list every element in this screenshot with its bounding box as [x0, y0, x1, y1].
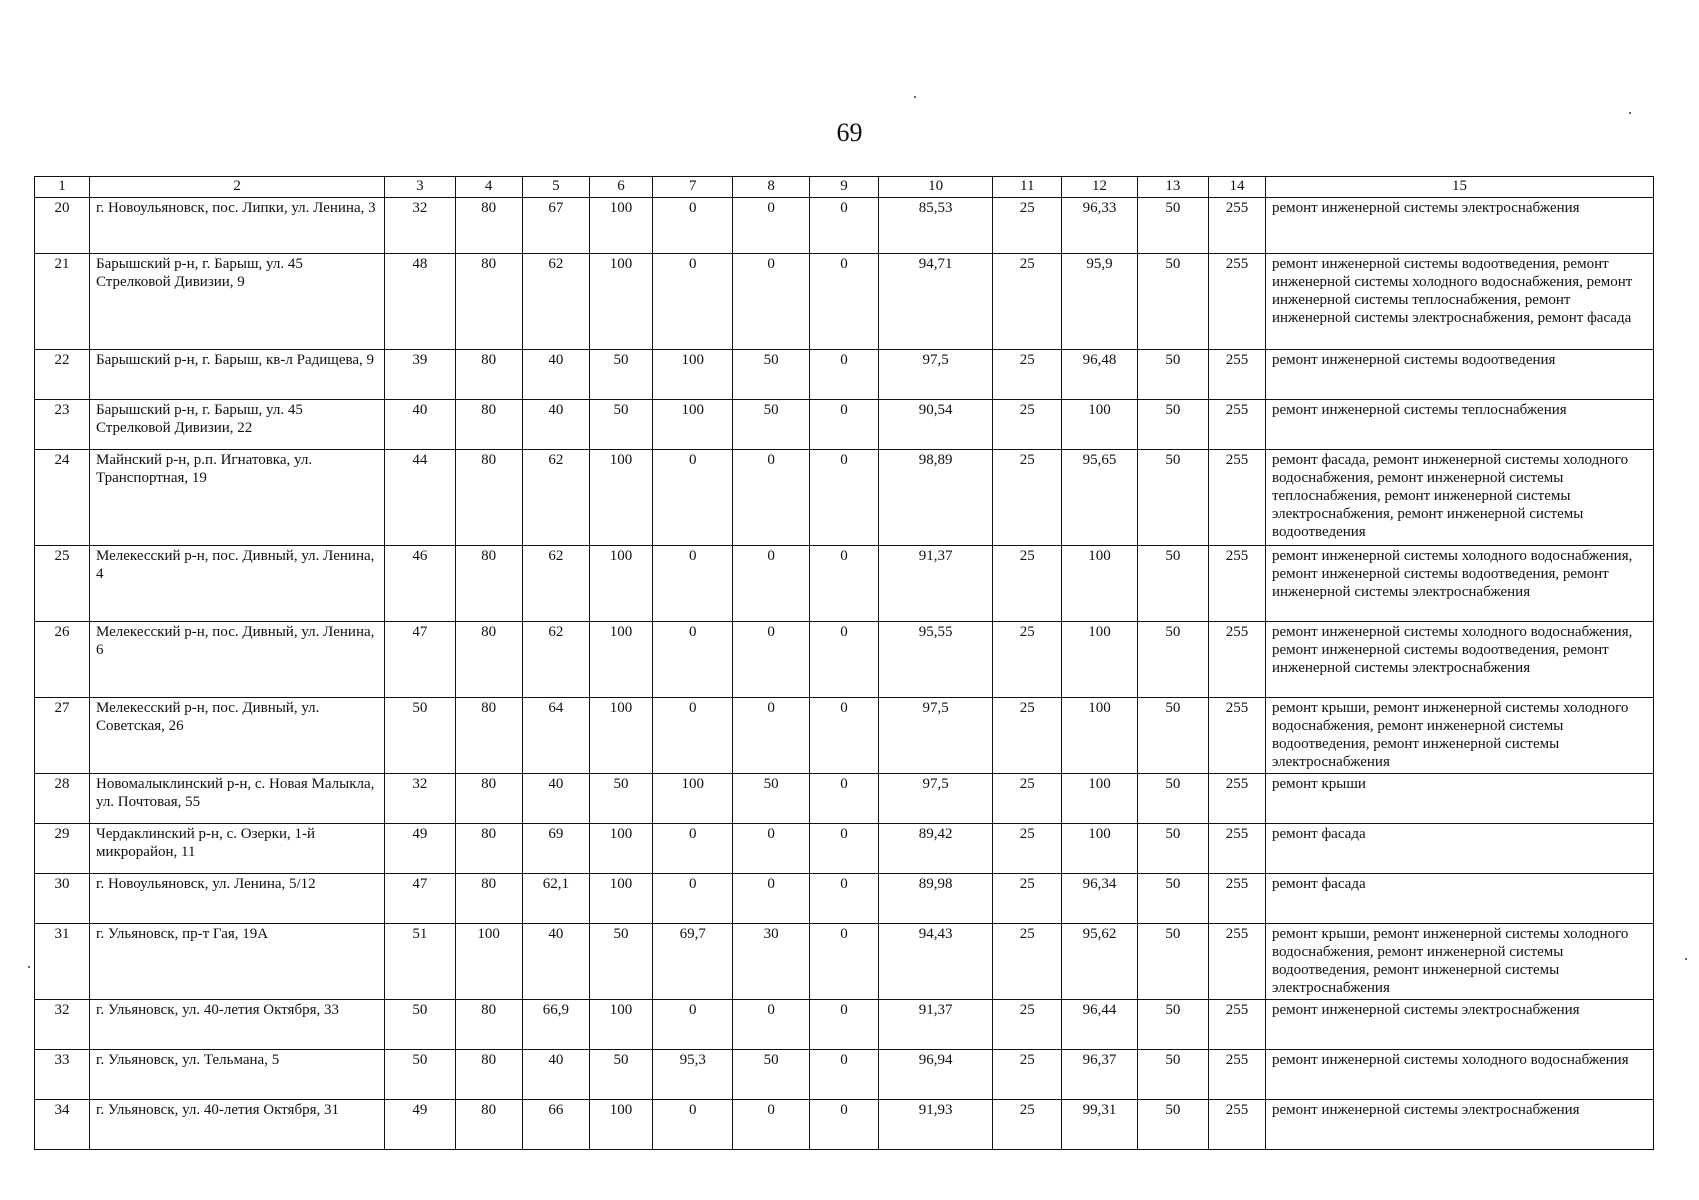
- value-cell-13: 50: [1137, 698, 1208, 774]
- value-cell-12: 96,44: [1062, 1000, 1137, 1050]
- table-row: [35, 622, 1654, 698]
- value-cell-12: 99,31: [1062, 1100, 1137, 1150]
- value-cell-11: 25: [993, 546, 1062, 622]
- value-cell-12: 95,65: [1062, 450, 1137, 546]
- value-cell-5: 69: [522, 824, 589, 874]
- table-row: [35, 874, 1654, 924]
- value-cell-14: 255: [1208, 450, 1265, 546]
- value-cell-3: 50: [385, 1000, 455, 1050]
- value-cell-14: 255: [1208, 1100, 1265, 1150]
- value-cell-7: 100: [653, 774, 733, 824]
- value-cell-7: 95,3: [653, 1050, 733, 1100]
- value-cell-3: 48: [385, 254, 455, 350]
- value-cell-7: 100: [653, 400, 733, 450]
- value-cell-9: 0: [809, 400, 878, 450]
- value-cell-7: 0: [653, 546, 733, 622]
- value-cell-3: 44: [385, 450, 455, 546]
- value-cell-10: 91,93: [879, 1100, 993, 1150]
- value-cell-12: 95,9: [1062, 254, 1137, 350]
- value-cell-6: 50: [589, 400, 652, 450]
- value-cell-4: 80: [455, 546, 522, 622]
- column-header-8: 8: [733, 177, 809, 198]
- value-cell-5: 67: [522, 198, 589, 254]
- value-cell-13: 50: [1137, 450, 1208, 546]
- address-cell: Мелекесский р-н, пос. Дивный, ул. Ленина, 6: [89, 622, 384, 698]
- value-cell-8: 0: [733, 254, 809, 350]
- value-cell-12: 96,33: [1062, 198, 1137, 254]
- works-cell: ремонт инженерной системы электроснабжения: [1265, 198, 1653, 254]
- value-cell-13: 50: [1137, 874, 1208, 924]
- address-cell: Новомалыклинский р-н, с. Новая Малыкла, ул. Почтовая, 55: [89, 774, 384, 824]
- value-cell-5: 62: [522, 546, 589, 622]
- column-header-14: 14: [1208, 177, 1265, 198]
- value-cell-5: 66: [522, 1100, 589, 1150]
- value-cell-12: 100: [1062, 774, 1137, 824]
- value-cell-4: 80: [455, 774, 522, 824]
- value-cell-7: 100: [653, 350, 733, 400]
- value-cell-5: 40: [522, 924, 589, 1000]
- value-cell-13: 50: [1137, 400, 1208, 450]
- value-cell-11: 25: [993, 924, 1062, 1000]
- works-cell: ремонт инженерной системы электроснабжения: [1265, 1100, 1653, 1150]
- address-cell: г. Ульяновск, ул. Тельмана, 5: [89, 1050, 384, 1100]
- value-cell-6: 100: [589, 824, 652, 874]
- value-cell-4: 80: [455, 698, 522, 774]
- value-cell-7: 0: [653, 198, 733, 254]
- value-cell-4: 80: [455, 874, 522, 924]
- scan-speck: [1685, 958, 1687, 960]
- row-number-cell: 24: [35, 450, 90, 546]
- value-cell-10: 89,42: [879, 824, 993, 874]
- value-cell-14: 255: [1208, 198, 1265, 254]
- value-cell-6: 100: [589, 698, 652, 774]
- value-cell-7: 0: [653, 1100, 733, 1150]
- column-header-5: 5: [522, 177, 589, 198]
- value-cell-14: 255: [1208, 1050, 1265, 1100]
- page-number: 69: [836, 118, 863, 147]
- value-cell-4: 100: [455, 924, 522, 1000]
- value-cell-4: 80: [455, 400, 522, 450]
- value-cell-10: 95,55: [879, 622, 993, 698]
- value-cell-14: 255: [1208, 400, 1265, 450]
- column-header-3: 3: [385, 177, 455, 198]
- data-table: [34, 176, 1654, 1150]
- row-number-cell: 22: [35, 350, 90, 400]
- value-cell-8: 0: [733, 546, 809, 622]
- row-number-cell: 30: [35, 874, 90, 924]
- value-cell-9: 0: [809, 774, 878, 824]
- address-cell: г. Новоульяновск, ул. Ленина, 5/12: [89, 874, 384, 924]
- value-cell-8: 30: [733, 924, 809, 1000]
- scan-speck: [914, 96, 916, 98]
- works-cell: ремонт инженерной системы водоотведения, ремонт инженерной системы холодного водоснабжения, ремонт инженерной системы теплоснабжения, ремонт инженерной системы электроснабжения, ремонт фасада: [1265, 254, 1653, 350]
- value-cell-10: 94,71: [879, 254, 993, 350]
- value-cell-3: 49: [385, 824, 455, 874]
- value-cell-5: 40: [522, 1050, 589, 1100]
- column-header-4: 4: [455, 177, 522, 198]
- value-cell-11: 25: [993, 774, 1062, 824]
- value-cell-14: 255: [1208, 254, 1265, 350]
- value-cell-9: 0: [809, 546, 878, 622]
- works-cell: ремонт инженерной системы холодного водоснабжения, ремонт инженерной системы водоотведения, ремонт инженерной системы электроснабжения: [1265, 622, 1653, 698]
- value-cell-9: 0: [809, 450, 878, 546]
- value-cell-14: 255: [1208, 350, 1265, 400]
- value-cell-5: 40: [522, 400, 589, 450]
- value-cell-11: 25: [993, 198, 1062, 254]
- row-number-cell: 25: [35, 546, 90, 622]
- value-cell-14: 255: [1208, 698, 1265, 774]
- value-cell-6: 100: [589, 450, 652, 546]
- table-row: [35, 400, 1654, 450]
- address-cell: г. Ульяновск, пр-т Гая, 19А: [89, 924, 384, 1000]
- table-row: [35, 546, 1654, 622]
- value-cell-4: 80: [455, 1000, 522, 1050]
- value-cell-11: 25: [993, 622, 1062, 698]
- value-cell-8: 0: [733, 1100, 809, 1150]
- value-cell-7: 69,7: [653, 924, 733, 1000]
- value-cell-10: 97,5: [879, 350, 993, 400]
- value-cell-5: 64: [522, 698, 589, 774]
- row-number-cell: 29: [35, 824, 90, 874]
- value-cell-3: 51: [385, 924, 455, 1000]
- value-cell-10: 91,37: [879, 546, 993, 622]
- value-cell-9: 0: [809, 198, 878, 254]
- value-cell-14: 255: [1208, 874, 1265, 924]
- value-cell-4: 80: [455, 1100, 522, 1150]
- value-cell-6: 100: [589, 874, 652, 924]
- value-cell-3: 32: [385, 774, 455, 824]
- table-row: [35, 254, 1654, 350]
- works-cell: ремонт крыши, ремонт инженерной системы холодного водоснабжения, ремонт инженерной системы водоотведения, ремонт инженерной системы электроснабжения: [1265, 924, 1653, 1000]
- value-cell-6: 50: [589, 924, 652, 1000]
- value-cell-3: 46: [385, 546, 455, 622]
- value-cell-3: 49: [385, 1100, 455, 1150]
- row-number-cell: 20: [35, 198, 90, 254]
- value-cell-12: 100: [1062, 698, 1137, 774]
- value-cell-3: 40: [385, 400, 455, 450]
- value-cell-10: 91,37: [879, 1000, 993, 1050]
- table-header-row: [35, 177, 1654, 198]
- row-number-cell: 34: [35, 1100, 90, 1150]
- value-cell-4: 80: [455, 198, 522, 254]
- value-cell-8: 0: [733, 1000, 809, 1050]
- value-cell-13: 50: [1137, 350, 1208, 400]
- value-cell-14: 255: [1208, 622, 1265, 698]
- value-cell-14: 255: [1208, 546, 1265, 622]
- value-cell-8: 50: [733, 400, 809, 450]
- row-number-cell: 31: [35, 924, 90, 1000]
- value-cell-7: 0: [653, 874, 733, 924]
- value-cell-10: 90,54: [879, 400, 993, 450]
- value-cell-10: 96,94: [879, 1050, 993, 1100]
- value-cell-11: 25: [993, 450, 1062, 546]
- row-number-cell: 26: [35, 622, 90, 698]
- value-cell-11: 25: [993, 350, 1062, 400]
- value-cell-11: 25: [993, 400, 1062, 450]
- value-cell-13: 50: [1137, 546, 1208, 622]
- value-cell-12: 96,48: [1062, 350, 1137, 400]
- value-cell-9: 0: [809, 698, 878, 774]
- value-cell-3: 50: [385, 698, 455, 774]
- value-cell-8: 0: [733, 622, 809, 698]
- value-cell-13: 50: [1137, 774, 1208, 824]
- value-cell-9: 0: [809, 824, 878, 874]
- value-cell-8: 0: [733, 698, 809, 774]
- value-cell-7: 0: [653, 622, 733, 698]
- value-cell-4: 80: [455, 450, 522, 546]
- value-cell-3: 50: [385, 1050, 455, 1100]
- value-cell-5: 40: [522, 774, 589, 824]
- table-row: [35, 774, 1654, 824]
- data-table-container: [34, 176, 1654, 1150]
- value-cell-12: 96,37: [1062, 1050, 1137, 1100]
- column-header-9: 9: [809, 177, 878, 198]
- value-cell-7: 0: [653, 254, 733, 350]
- works-cell: ремонт крыши: [1265, 774, 1653, 824]
- value-cell-13: 50: [1137, 1050, 1208, 1100]
- works-cell: ремонт фасада, ремонт инженерной системы холодного водоснабжения, ремонт инженерной системы теплоснабжения, ремонт инженерной системы электроснабжения, ремонт инженерной системы водоотведения: [1265, 450, 1653, 546]
- address-cell: Барышский р-н, г. Барыш, ул. 45 Стрелковой Дивизии, 22: [89, 400, 384, 450]
- value-cell-11: 25: [993, 824, 1062, 874]
- works-cell: ремонт фасада: [1265, 874, 1653, 924]
- table-row: [35, 198, 1654, 254]
- address-cell: Чердаклинский р-н, с. Озерки, 1-й микрорайон, 11: [89, 824, 384, 874]
- table-row: [35, 350, 1654, 400]
- value-cell-8: 0: [733, 874, 809, 924]
- scan-speck: [1629, 112, 1631, 114]
- value-cell-10: 89,98: [879, 874, 993, 924]
- value-cell-5: 40: [522, 350, 589, 400]
- address-cell: Барышский р-н, г. Барыш, ул. 45 Стрелковой Дивизии, 9: [89, 254, 384, 350]
- column-header-1: 1: [35, 177, 90, 198]
- value-cell-10: 85,53: [879, 198, 993, 254]
- column-header-10: 10: [879, 177, 993, 198]
- value-cell-8: 50: [733, 350, 809, 400]
- value-cell-12: 96,34: [1062, 874, 1137, 924]
- column-header-2: 2: [89, 177, 384, 198]
- table-row: [35, 1050, 1654, 1100]
- address-cell: Мелекесский р-н, пос. Дивный, ул. Советская, 26: [89, 698, 384, 774]
- value-cell-8: 50: [733, 1050, 809, 1100]
- table-body: [35, 198, 1654, 1150]
- value-cell-4: 80: [455, 350, 522, 400]
- row-number-cell: 32: [35, 1000, 90, 1050]
- value-cell-7: 0: [653, 1000, 733, 1050]
- value-cell-12: 100: [1062, 622, 1137, 698]
- column-header-13: 13: [1137, 177, 1208, 198]
- value-cell-4: 80: [455, 254, 522, 350]
- value-cell-10: 98,89: [879, 450, 993, 546]
- value-cell-14: 255: [1208, 1000, 1265, 1050]
- value-cell-5: 62: [522, 450, 589, 546]
- value-cell-4: 80: [455, 622, 522, 698]
- value-cell-3: 32: [385, 198, 455, 254]
- value-cell-7: 0: [653, 450, 733, 546]
- value-cell-12: 100: [1062, 400, 1137, 450]
- value-cell-8: 0: [733, 824, 809, 874]
- address-cell: г. Ульяновск, ул. 40-летия Октября, 33: [89, 1000, 384, 1050]
- value-cell-11: 25: [993, 1050, 1062, 1100]
- value-cell-11: 25: [993, 254, 1062, 350]
- value-cell-5: 62,1: [522, 874, 589, 924]
- column-header-6: 6: [589, 177, 652, 198]
- value-cell-12: 95,62: [1062, 924, 1137, 1000]
- address-cell: Барышский р-н, г. Барыш, кв-л Радищева, 9: [89, 350, 384, 400]
- value-cell-6: 50: [589, 774, 652, 824]
- value-cell-6: 100: [589, 546, 652, 622]
- value-cell-9: 0: [809, 254, 878, 350]
- value-cell-4: 80: [455, 824, 522, 874]
- value-cell-8: 0: [733, 450, 809, 546]
- value-cell-9: 0: [809, 1050, 878, 1100]
- value-cell-4: 80: [455, 1050, 522, 1100]
- value-cell-10: 97,5: [879, 774, 993, 824]
- value-cell-6: 100: [589, 1100, 652, 1150]
- row-number-cell: 28: [35, 774, 90, 824]
- value-cell-14: 255: [1208, 924, 1265, 1000]
- column-header-12: 12: [1062, 177, 1137, 198]
- works-cell: ремонт инженерной системы водоотведения: [1265, 350, 1653, 400]
- works-cell: ремонт инженерной системы холодного водоснабжения, ремонт инженерной системы водоотведения, ремонт инженерной системы электроснабжения: [1265, 546, 1653, 622]
- row-number-cell: 23: [35, 400, 90, 450]
- value-cell-3: 47: [385, 622, 455, 698]
- value-cell-6: 50: [589, 1050, 652, 1100]
- value-cell-14: 255: [1208, 824, 1265, 874]
- value-cell-6: 100: [589, 254, 652, 350]
- row-number-cell: 27: [35, 698, 90, 774]
- value-cell-13: 50: [1137, 824, 1208, 874]
- value-cell-10: 97,5: [879, 698, 993, 774]
- column-header-15: 15: [1265, 177, 1653, 198]
- address-cell: г. Ульяновск, ул. 40-летия Октября, 31: [89, 1100, 384, 1150]
- value-cell-13: 50: [1137, 622, 1208, 698]
- value-cell-7: 0: [653, 698, 733, 774]
- value-cell-11: 25: [993, 698, 1062, 774]
- address-cell: Мелекесский р-н, пос. Дивный, ул. Ленина, 4: [89, 546, 384, 622]
- value-cell-13: 50: [1137, 198, 1208, 254]
- value-cell-13: 50: [1137, 254, 1208, 350]
- works-cell: ремонт инженерной системы теплоснабжения: [1265, 400, 1653, 450]
- value-cell-10: 94,43: [879, 924, 993, 1000]
- table-row: [35, 824, 1654, 874]
- scan-speck: [28, 966, 30, 968]
- value-cell-12: 100: [1062, 824, 1137, 874]
- table-row: [35, 1100, 1654, 1150]
- value-cell-9: 0: [809, 874, 878, 924]
- value-cell-13: 50: [1137, 1100, 1208, 1150]
- value-cell-13: 50: [1137, 1000, 1208, 1050]
- table-row: [35, 1000, 1654, 1050]
- works-cell: ремонт фасада: [1265, 824, 1653, 874]
- value-cell-11: 25: [993, 1100, 1062, 1150]
- address-cell: г. Новоульяновск, пос. Липки, ул. Ленина, 3: [89, 198, 384, 254]
- column-header-7: 7: [653, 177, 733, 198]
- value-cell-8: 0: [733, 198, 809, 254]
- value-cell-5: 62: [522, 622, 589, 698]
- works-cell: ремонт инженерной системы электроснабжения: [1265, 1000, 1653, 1050]
- value-cell-9: 0: [809, 1100, 878, 1150]
- value-cell-9: 0: [809, 924, 878, 1000]
- value-cell-13: 50: [1137, 924, 1208, 1000]
- table-row: [35, 924, 1654, 1000]
- value-cell-9: 0: [809, 1000, 878, 1050]
- row-number-cell: 21: [35, 254, 90, 350]
- value-cell-14: 255: [1208, 774, 1265, 824]
- value-cell-11: 25: [993, 874, 1062, 924]
- works-cell: ремонт крыши, ремонт инженерной системы холодного водоснабжения, ремонт инженерной системы водоотведения, ремонт инженерной системы электроснабжения: [1265, 698, 1653, 774]
- value-cell-7: 0: [653, 824, 733, 874]
- table-row: [35, 698, 1654, 774]
- value-cell-11: 25: [993, 1000, 1062, 1050]
- value-cell-3: 47: [385, 874, 455, 924]
- value-cell-6: 100: [589, 198, 652, 254]
- works-cell: ремонт инженерной системы холодного водоснабжения: [1265, 1050, 1653, 1100]
- value-cell-9: 0: [809, 350, 878, 400]
- address-cell: Майнский р-н, р.п. Игнатовка, ул. Транспортная, 19: [89, 450, 384, 546]
- value-cell-5: 66,9: [522, 1000, 589, 1050]
- value-cell-6: 100: [589, 622, 652, 698]
- table-row: [35, 450, 1654, 546]
- value-cell-12: 100: [1062, 546, 1137, 622]
- value-cell-6: 50: [589, 350, 652, 400]
- value-cell-6: 100: [589, 1000, 652, 1050]
- row-number-cell: 33: [35, 1050, 90, 1100]
- value-cell-9: 0: [809, 622, 878, 698]
- value-cell-8: 50: [733, 774, 809, 824]
- value-cell-5: 62: [522, 254, 589, 350]
- column-header-11: 11: [993, 177, 1062, 198]
- value-cell-3: 39: [385, 350, 455, 400]
